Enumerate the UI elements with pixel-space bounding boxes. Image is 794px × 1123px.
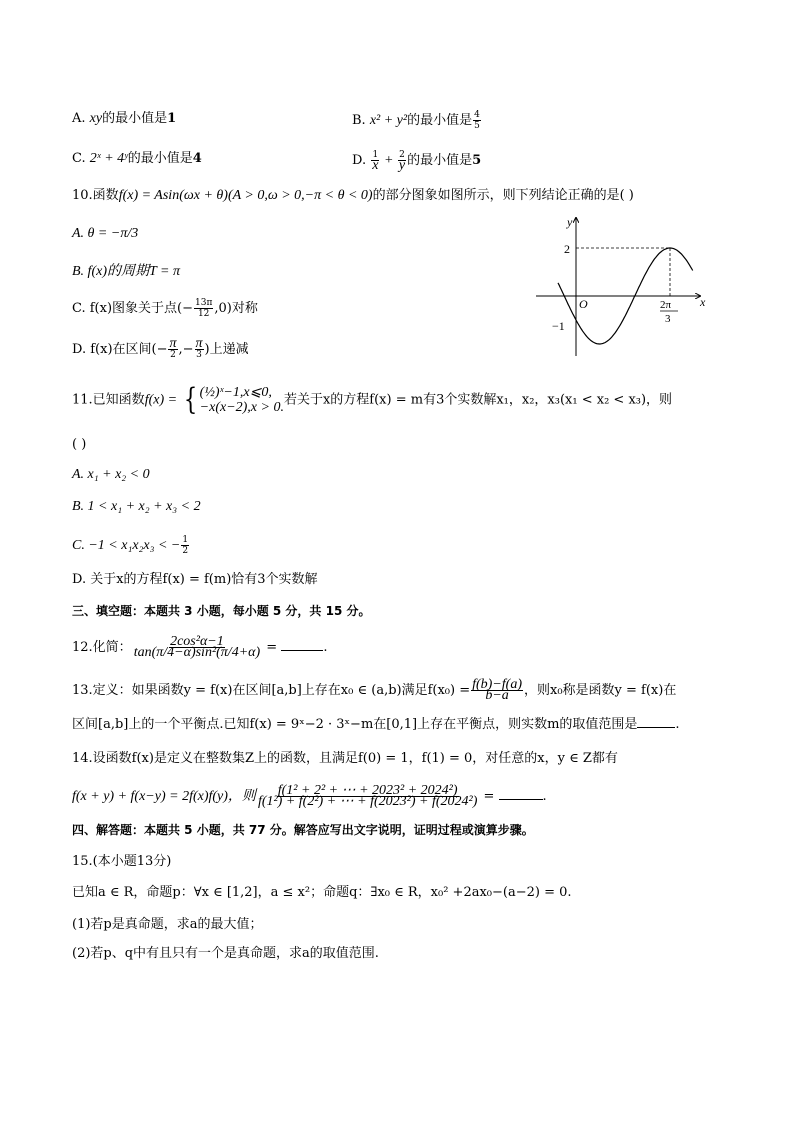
q15-part2: (2)若p、q中有且只有一个是真命题，求a的取值范围. xyxy=(72,946,379,961)
q13-line1: 13.定义：如果函数y = f(x)在区间[a,b]上存在x₀ ∈ (a,b)满足f(x₀) = $\frac{f(b)-f(a)}{b-a}$ ，则x₀称是函数y = f(x)在 xyxy=(72,677,677,703)
q10-sine-graph xyxy=(534,210,714,360)
x-tick-num: 2π xyxy=(660,299,672,311)
q9-option-d: D. $\frac{1}{x}$ + $\frac{2}{y}$ 的最小值是5 xyxy=(352,150,482,173)
q10-option-a: A. θ = −π/3 xyxy=(72,226,139,241)
x-axis-label: x xyxy=(700,295,706,309)
section-3-heading: 三、填空题：本题共 3 小题，每小题 5 分，共 15 分。 xyxy=(72,604,371,618)
q11-option-c: C. −1 < x₁x₂x₃ < − $\frac{1}{2}$ xyxy=(72,535,189,556)
q14-answer-blank[interactable] xyxy=(499,799,543,800)
q11-option-b: B. 1 < x₁ + x₂ + x₃ < 2 xyxy=(72,499,201,514)
q12-answer-blank[interactable] xyxy=(281,650,323,651)
y-axis-label: y xyxy=(567,215,573,229)
q12: 12.化简： $\frac{\text{2cos²α−1}}{\text{tan(π/4−α)sin²(π/4+α)}}$ = . xyxy=(72,634,328,660)
q15-part1: (1)若p是真命题，求a的最大值； xyxy=(72,917,263,932)
max-label: 2 xyxy=(564,242,570,256)
q11-stem: 11.已知函数f(x) = { (½)ˣ−1,x⩽0, −x(x−2),x > 0. 若关于x的方程f(x) = m有3个实数解x₁，x₂，x₃(x₁ < x₂ < x₃)，则 xyxy=(72,382,673,417)
origin-label: O xyxy=(579,297,588,311)
q11-paren: ( ) xyxy=(72,437,87,452)
q15-stem: 已知a ∈ R，命题p：∀x ∈ [1,2]，a ≤ x²；命题q：∃x₀ ∈ R，x₀² +2ax₀−(a−2) = 0. xyxy=(72,885,572,900)
q15-title: 15.(本小题13分) xyxy=(72,854,172,869)
q10-option-b: B. f(x)的周期T = π xyxy=(72,264,180,279)
x-tick-den: 3 xyxy=(665,313,671,325)
q10-stem: 10.函数f(x) = Asin(ωx + θ)(A > 0,ω > 0,−π < θ < 0)的部分图象如图所示，则下列结论正确的是( ) xyxy=(72,188,634,203)
q14-line1: 14.设函数f(x)是定义在整数集Z上的函数，且满足f(0) = 1，f(1) = 0，对任意的x，y ∈ Z都有 xyxy=(72,751,618,766)
q13-answer-blank[interactable] xyxy=(637,727,675,728)
q10-option-c: C. f(x)图象关于点(− $\frac{13\pi}{12}$ ,0)对称 xyxy=(72,298,258,319)
q13-line2: 区间[a,b]上的一个平衡点.已知f(x) = 9ˣ−2 · 3ˣ−m在[0,1]上存在平衡点，则实数m的取值范围是 . xyxy=(72,717,680,732)
q9-option-b: B. x² + y²的最小值是 $\frac{4}{5}$ xyxy=(352,110,480,131)
section-4-heading: 四、解答题：本题共 5 小题，共 77 分。解答应写出文字说明，证明过程或演算步骤。 xyxy=(72,823,534,837)
q11-option-d: D. 关于x的方程f(x) = f(m)恰有3个实数解 xyxy=(72,572,318,587)
q9-option-c: C. 2ˣ + 4ʸ的最小值是4 xyxy=(72,151,202,166)
q11-option-a: A. x₁ + x₂ < 0 xyxy=(72,467,150,482)
min-label: −1 xyxy=(552,319,565,333)
q10-option-d: D. f(x)在区间(− $\frac{\pi}{2}$ ,− $\frac{\pi}{3}$ )上递减 xyxy=(72,336,249,360)
q14-line2: f(x + y) + f(x−y) = 2f(x)f(y)，则 $\frac{\text{f(1² + 2² + ⋯ + 2023² + 2024²)}}{\text{f(1²) + f(2²) + ⋯ + f(2023²) + f(2024²)}}$ = . xyxy=(72,783,547,809)
q9-option-a: A. xy的最小值是1 xyxy=(72,111,177,126)
